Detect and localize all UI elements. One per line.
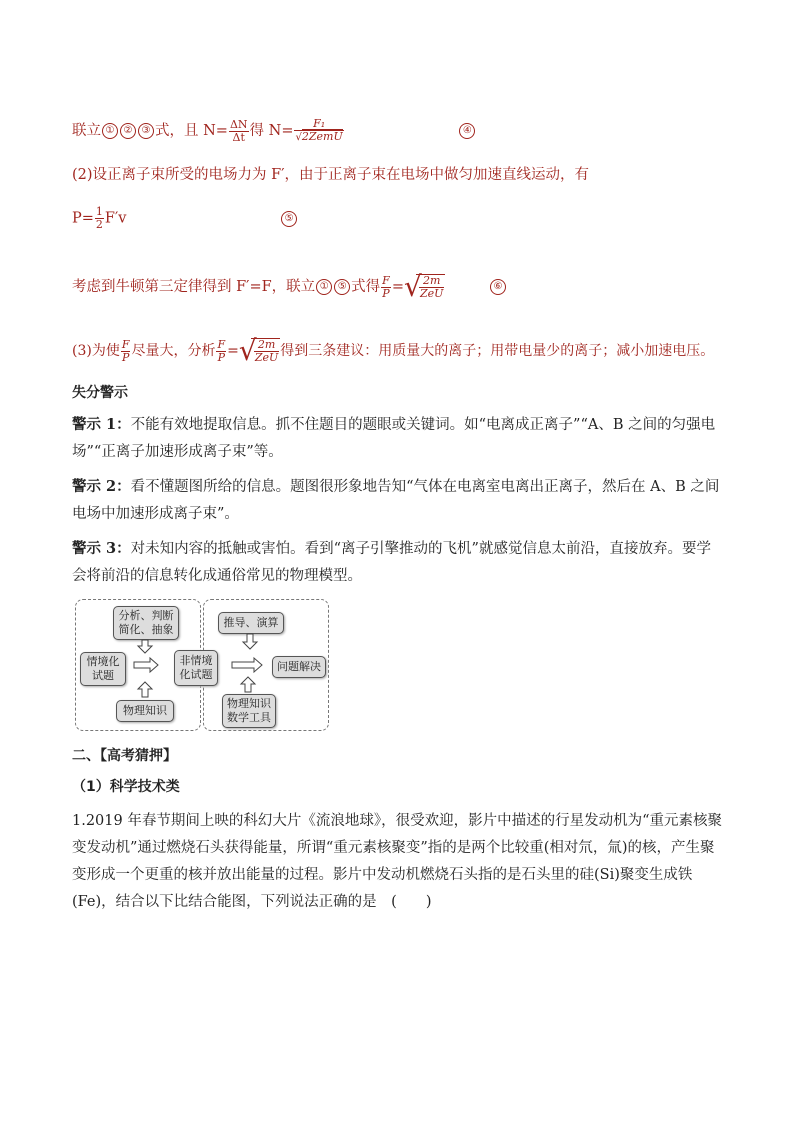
- eq6-tag: ⑥: [490, 279, 506, 295]
- section-heading: 二、【高考猜押】: [72, 748, 177, 764]
- frac-f1: $\frac{\text{F₁}}{\text{√2ZemU}}$: [295, 117, 343, 143]
- arrow-right-icon: [134, 658, 158, 672]
- arrow-up-icon: [241, 677, 255, 692]
- statement-3: (3)为使 $\frac{F}{P}$ 尽量大，分析 $\frac{F}{P}$ = √ $\frac{2m}{\text{ZeU}}$ 得到三条建议：用质量大的离子；用带电量少的离子；减小加速电压。: [72, 334, 715, 367]
- node-tools: 物理知识 数学工具: [222, 694, 276, 728]
- statement-2: (2)设正离子束所受的电场力为 F′，由于正离子束在电场中做匀加速直线运动，有: [72, 167, 589, 183]
- warning-2: 警示 2：看不懂题图所给的信息。题图很形象地告知“气体在电离室电离出正离子，然后在 A、B 之间电场中加速形成离子束”。: [72, 478, 720, 522]
- circle-1: ①: [102, 123, 118, 139]
- warning-3: 警示 3：对未知内容的抵触或害怕。看到“离子引擎推动的飞机”就感觉信息太前沿，直接放弃。要学会将前沿的信息转化成通俗常见的物理模型。: [72, 540, 711, 584]
- node-analysis: 分析、判断 简化、抽象: [113, 606, 179, 640]
- equation-5: P= $\frac{1}{2}$ F′v ⑤: [72, 206, 298, 231]
- warning-title: 失分警示: [72, 385, 128, 401]
- arrow-down-icon: [138, 640, 152, 653]
- arrow-up-icon: [138, 682, 152, 697]
- frac-half: $\frac{1}{2}$: [95, 205, 103, 231]
- node-derive: 推导、演算: [218, 612, 284, 634]
- arrow-down-icon: [243, 634, 257, 649]
- circle-2: ②: [120, 123, 136, 139]
- eq5-tag: ⑤: [281, 211, 297, 227]
- frac-dn-dt: $\frac{\Delta N}{\Delta t}$: [229, 117, 248, 144]
- node-nonsit: 非情境 化试题: [174, 650, 218, 686]
- warning-1: 警示 1：不能有效地提取信息。抓不住题目的题眼或关键词。如“电离成正离子”“A、B 之间的匀强电场”“正离子加速形成离子束”等。: [72, 416, 716, 460]
- subsection-heading: （1）科学技术类: [72, 779, 180, 795]
- node-physics: 物理知识: [116, 700, 174, 722]
- circle-3: ③: [138, 123, 154, 139]
- arrow-right-icon: [232, 658, 262, 672]
- node-solve: 问题解决: [272, 656, 326, 678]
- eq4-mid: 式，且 N=: [155, 123, 228, 139]
- node-situational: 情境化 试题: [80, 652, 126, 686]
- question-1: 1.2019 年春节期间上映的科幻大片《流浪地球》，很受欢迎，影片中描述的行星发动机为“重元素核聚变发动机”通过燃烧石头获得能量，所谓“重元素核聚变”指的是两个比较重(相对氘，氚)的核，产生聚变形成一个更重的核并放出能量的过程。影片中发动机燃烧石头指的是石头里的硅(Si)聚变生成铁(Fe)，结合以下比结合能图，下列说法正确的是 ( ): [72, 813, 723, 910]
- equation-6: 考虑到牛顿第三定律得到 F′=F，联立 ① ⑤ 式得 $\frac{F}{P}$ = √ $\frac{2m}{\text{ZeU}}$ ⑥: [72, 274, 507, 300]
- eq4-prefix: 联立: [72, 123, 101, 139]
- eq4-tag: ④: [459, 123, 475, 139]
- eq4-de: 得 N=: [249, 123, 294, 139]
- frac-f-p: $\frac{F}{P}$: [382, 273, 390, 300]
- sqrt-2m-zeu: √ $\frac{2m}{\text{ZeU}}$: [403, 270, 444, 303]
